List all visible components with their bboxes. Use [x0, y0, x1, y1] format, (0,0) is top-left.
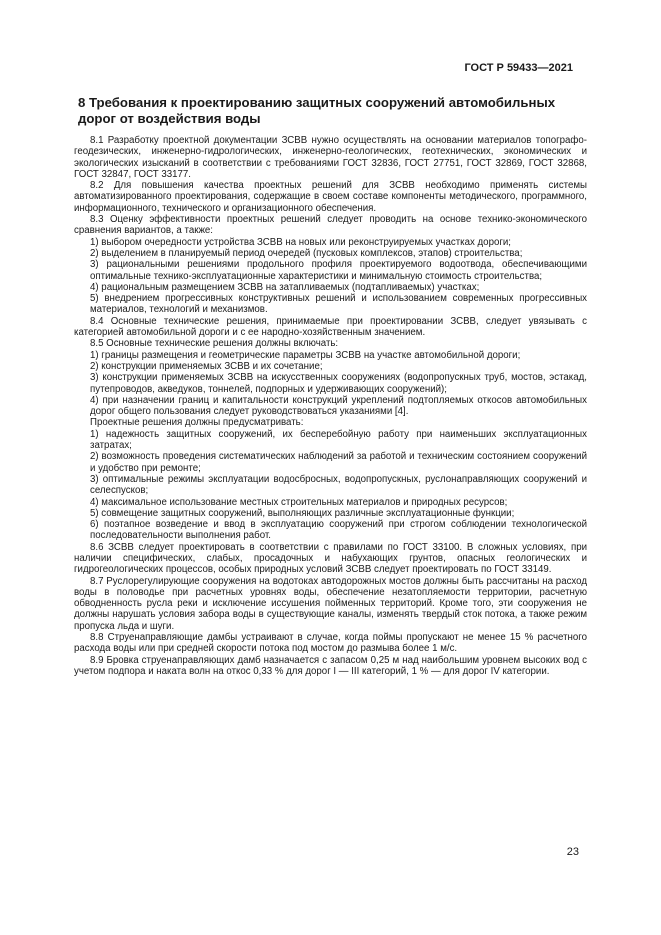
list-item: 3) конструкции применяемых ЗСВВ на искусственных сооружениях (водопропускных труб, мостов, эстакад, путепроводов, акведуков, тоннелей, подпорных и удерживающих сооружений); — [90, 372, 587, 395]
list-item: 2) выделением в планируемый период очередей (пусковых комплексов, этапов) строительства; — [90, 247, 523, 259]
paragraph-8-6: 8.6 ЗСВВ следует проектировать в соответствии с правилами по ГОСТ 33100. В сложных условиях, при наличии специфических, слабых, просадочных и набухающих грунтов, опасных геологических и гидрогеологических процессов, особых природных условий ЗСВВ следует проектировать по ГОСТ 33149. — [74, 541, 587, 576]
list-item: 1) границы размещения и геометрические параметры ЗСВВ на участке автомобильной дороги; — [90, 349, 521, 361]
paragraph-8-8: 8.8 Струенаправляющие дамбы устраивают в случае, когда поймы пропускают не менее 15 % расчетного расхода воды или при средней скорости потока под мостом до размыва более 1 м/с. — [74, 632, 587, 655]
paragraph-8-1: 8.1 Разработку проектной документации ЗСВВ нужно осуществлять на основании материалов топографо-геодезических, инженерно-гидрологических, инженерно-геологических, геотехнических, экономических и экологических изысканий в соответствии с требованиями ГОСТ 32836, ГОСТ 27751, ГОСТ 32869, ГОСТ 32868, ГОСТ 32847, ГОСТ 33177. — [74, 135, 587, 180]
document-code-header: ГОСТ Р 59433—2021 — [464, 62, 573, 74]
list-item: 1) надежность защитных сооружений, их бесперебойную работу при наименьших эксплуатационных затратах; — [90, 428, 587, 452]
list-item: 3) оптимальные режимы эксплуатации водосбросных, водопропускных, руслонаправляющих сооружений и селеспусков; — [90, 473, 587, 497]
list-item: 2) возможность проведения систематических наблюдений за работой и техническим состоянием сооружений и удобство при ремонте; — [90, 451, 587, 474]
list-item: 2) конструкции применяемых ЗСВВ и их сочетание; — [90, 360, 323, 372]
list-item: 1) выбором очередности устройства ЗСВВ на новых или реконструируемых участках дороги; — [90, 236, 511, 248]
list-item: 4) максимальное использование местных строительных материалов и природных ресурсов; — [90, 496, 508, 508]
list-item: 5) совмещение защитных сооружений, выполняющих различные эксплуатационные функции; — [90, 507, 515, 519]
paragraph-8-3: 8.3 Оценку эффективности проектных решений следует проводить на основе технико-экономического сравнения вариантов, а также: — [74, 214, 587, 237]
paragraph-8-5: 8.5 Основные технические решения должны включать: — [90, 338, 339, 350]
paragraph-project-decisions: Проектные решения должны предусматривать: — [90, 417, 304, 429]
list-item: 4) рациональным размещением ЗСВВ на затапливаемых (подтапливаемых) участках; — [90, 281, 480, 293]
list-item: 4) при назначении границ и капитальности конструкций укреплений подтопляемых откосов автомобильных дорог общего пользования следует руководствоваться указаниями [4]. — [90, 394, 587, 418]
page-number: 23 — [566, 846, 579, 858]
list-item: 5) внедрением прогрессивных конструктивных решений и использованием современных прогрессивных материалов, технологий и механизмов. — [90, 293, 587, 316]
paragraph-8-2: 8.2 Для повышения качества проектных решений для ЗСВВ необходимо применять системы автоматизированного проектирования, содержащие в своем составе компоненты методического, программного, информационного, технического и организационного обеспечения. — [74, 180, 587, 214]
section-body — [74, 135, 587, 677]
paragraph-8-9: 8.9 Бровка струенаправляющих дамб назначается с запасом 0,25 м над наибольшим уровнем высоких вод с учетом подпора и наката волн на откос 0,33 % для дорог I — III категорий, 1 % — для дорог IV категории. — [74, 654, 587, 677]
list-item: 6) поэтапное возведение и ввод в эксплуатацию сооружений при строгом соблюдении технологической последовательности выполнения работ. — [90, 519, 587, 542]
paragraph-8-7: 8.7 Руслорегулирующие сооружения на водотоках автодорожных мостов должны быть рассчитаны на расход воды в половодье при расчетных уровнях воды, обеспечение незатопляемости территории, расчетную обводненность русла реки и исключение иссушения пойменных территорий. Кроме того, эти сооружения не должны нарушать условия забора воды в существующие каналы, изменять твердый сток потока, а также режим пропуска льда и шуги. — [74, 575, 587, 632]
section-title: 8 Требования к проектированию защитных сооружений автомобильных дорог от воздействия воды — [78, 95, 556, 126]
list-item: 3) рациональными решениями продольного профиля проектируемого водоотвода, обеспечивающими оптимальные технико-эксплуатационные характеристики и минимальную стоимость строительства; — [90, 259, 587, 282]
paragraph-8-4: 8.4 Основные технические решения, принимаемые при проектировании ЗСВВ, следует увязывать с категорией автомобильной дороги и с ее народно-хозяйственным значением. — [74, 315, 587, 339]
